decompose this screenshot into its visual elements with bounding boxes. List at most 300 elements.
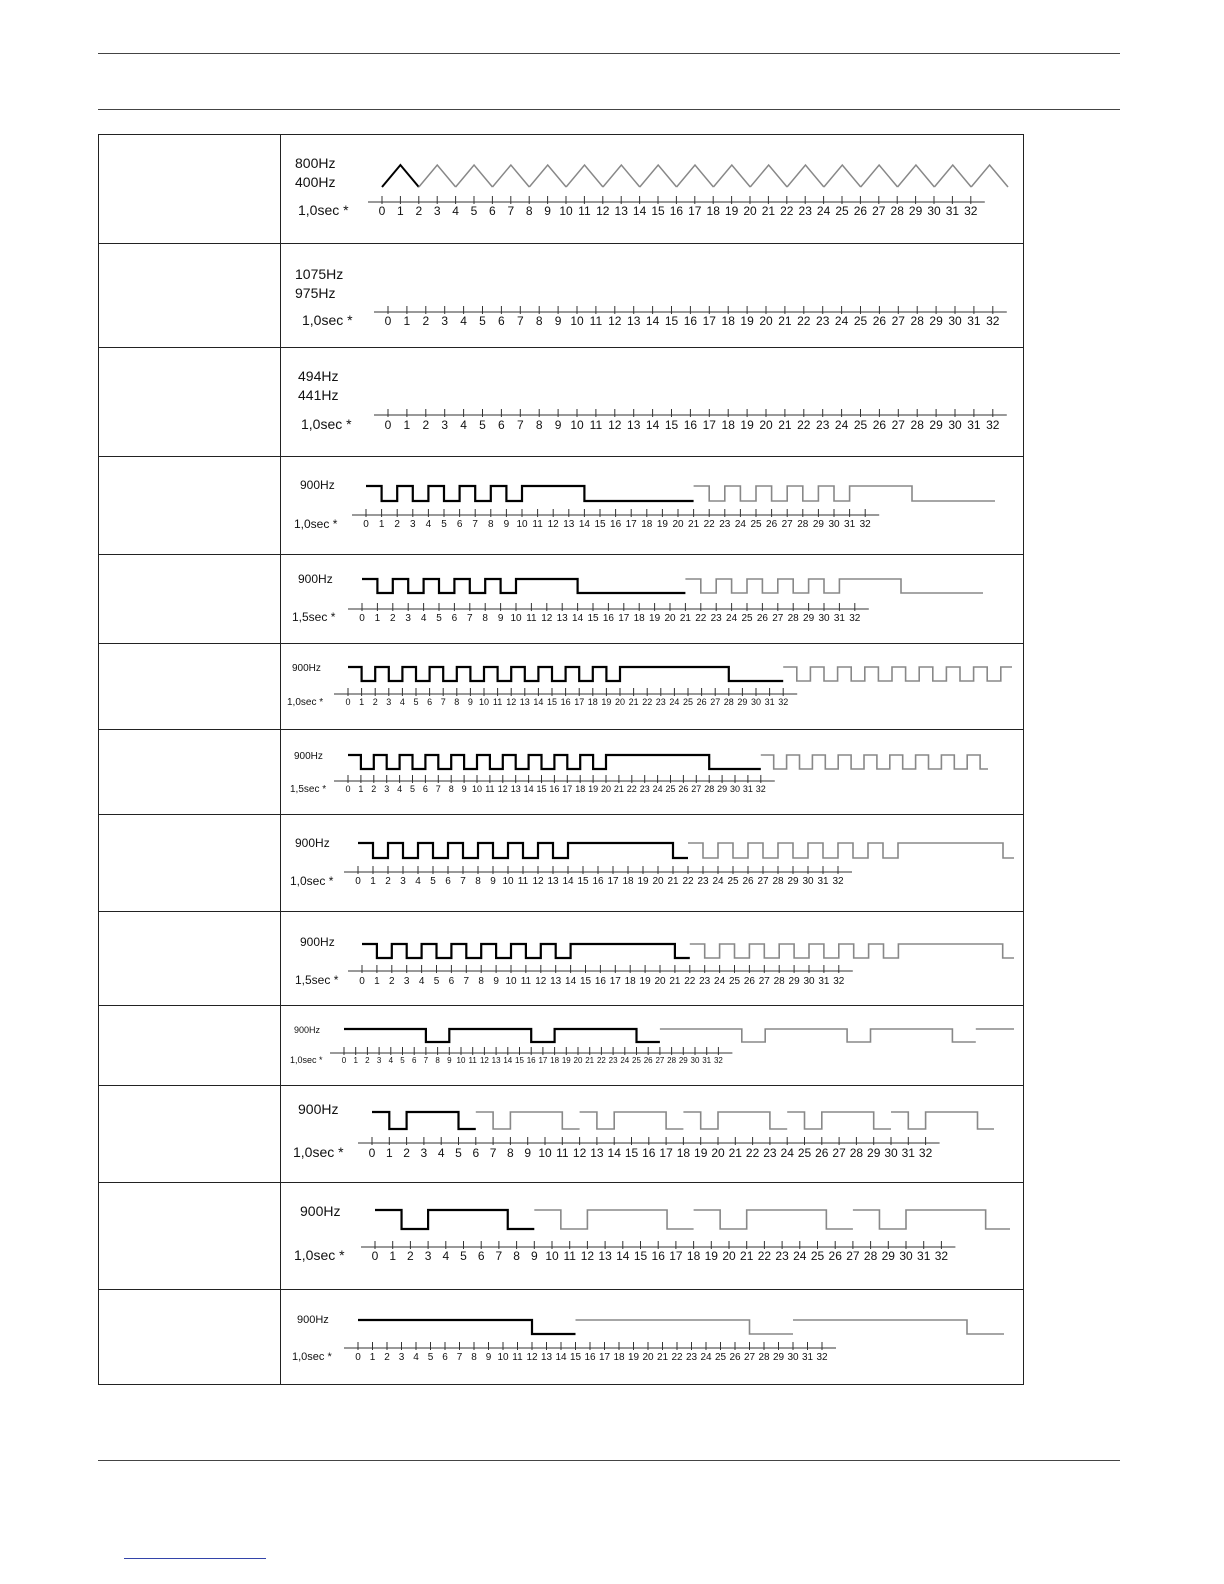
axis-tick-label: 13: [547, 876, 559, 887]
frequency-label: 494Hz: [298, 368, 339, 384]
axis-tick-label: 8: [478, 976, 484, 987]
tone-diagram-cell: [281, 1290, 1024, 1385]
axis-tick-label: 30: [787, 1352, 799, 1363]
axis-tick-label: 14: [565, 976, 577, 987]
axis-tick-label: 26: [853, 204, 868, 218]
pulse-period: [476, 1112, 580, 1129]
tone-diagram: [281, 815, 1023, 911]
pulse-period: [891, 1112, 994, 1129]
duration-label: 1,0sec *: [294, 517, 338, 531]
axis-tick-label: 22: [780, 204, 794, 218]
frequency-label: 900Hz: [298, 1101, 339, 1117]
axis-tick-label: 4: [418, 976, 425, 987]
axis-tick-label: 7: [435, 784, 441, 794]
axis-tick-label: 1: [397, 204, 404, 218]
axis-tick-label: 19: [649, 613, 661, 624]
axis-tick-label: 10: [478, 697, 490, 707]
axis-tick-label: 0: [384, 418, 392, 432]
axis-tick-label: 16: [526, 1056, 536, 1065]
axis-tick-label: 23: [710, 613, 722, 624]
axis-tick-label: 1: [369, 1352, 376, 1363]
axis-tick-label: 19: [694, 1146, 708, 1160]
axis-tick-label: 3: [376, 1056, 382, 1065]
axis-tick-label: 28: [723, 697, 734, 707]
axis-tick-label: 6: [442, 1352, 448, 1363]
axis-tick-label: 22: [703, 519, 715, 530]
axis-tick-label: 0: [359, 613, 365, 624]
axis-tick-label: 13: [550, 976, 562, 987]
axis-tick-label: 23: [608, 1056, 618, 1065]
axis-tick-label: 10: [570, 314, 584, 328]
tone-row: [99, 1006, 1024, 1086]
axis-tick-label: 12: [596, 204, 610, 218]
axis-tick-label: 14: [616, 1249, 630, 1263]
axis-tick-label: 3: [405, 613, 411, 624]
axis-tick-label: 11: [589, 418, 603, 432]
pulse-period: [683, 1112, 787, 1129]
axis-tick-label: 4: [442, 1249, 450, 1263]
axis-tick-label: 9: [497, 613, 504, 624]
axis-tick-label: 21: [778, 314, 792, 328]
wave-cycle: [382, 165, 419, 187]
axis-tick-label: 11: [492, 697, 503, 707]
pulse-period: [362, 944, 690, 958]
axis-tick-label: 4: [425, 519, 432, 530]
tone-description-cell: [99, 730, 281, 815]
axis-tick-label: 10: [516, 519, 528, 530]
frequency-label: 400Hz: [295, 174, 336, 190]
axis-tick-label: 28: [863, 1249, 878, 1263]
axis-tick-label: 9: [447, 1056, 452, 1065]
axis-tick-label: 32: [833, 976, 845, 987]
pulse-period: [787, 1112, 891, 1129]
axis-tick-label: 5: [436, 613, 442, 624]
axis-tick-label: 25: [750, 519, 762, 530]
axis-tick-label: 22: [626, 784, 637, 794]
axis-tick-label: 18: [641, 519, 653, 530]
frequency-label: 900Hz: [300, 1203, 341, 1219]
axis-tick-label: 30: [803, 976, 815, 987]
axis-tick-label: 24: [834, 418, 849, 432]
duration-label: 1,0sec *: [292, 1351, 332, 1363]
axis-tick-label: 12: [532, 876, 544, 887]
axis-tick-label: 32: [986, 314, 1000, 328]
axis-tick-label: 6: [489, 204, 496, 218]
tone-description-cell: [99, 912, 281, 1006]
axis-tick-label: 11: [589, 314, 603, 328]
axis-tick-label: 19: [601, 697, 612, 707]
tone-diagram: [281, 912, 1023, 1005]
axis-tick-label: 6: [456, 519, 463, 530]
tone-row: [99, 1086, 1024, 1183]
tone-description-cell: [99, 555, 281, 644]
axis-tick-label: 1: [374, 613, 381, 624]
frequency-label: 1075Hz: [295, 266, 344, 282]
axis-tick-label: 12: [541, 613, 553, 624]
axis-tick-label: 15: [594, 519, 606, 530]
axis-tick-label: 30: [948, 418, 962, 432]
axis-tick-label: 0: [345, 697, 351, 707]
axis-tick-label: 28: [667, 1056, 677, 1065]
axis-tick-label: 19: [704, 1249, 718, 1263]
axis-tick-label: 8: [513, 1249, 520, 1263]
tone-row: [99, 1183, 1024, 1290]
axis-tick-label: 2: [394, 519, 400, 530]
axis-tick-label: 19: [656, 519, 668, 530]
axis-tick-label: 3: [441, 314, 449, 328]
axis-tick-label: 12: [506, 697, 517, 707]
axis-tick-label: 24: [734, 519, 746, 530]
axis-tick-label: 14: [523, 784, 534, 794]
axis-tick-label: 16: [560, 697, 571, 707]
tone-diagram: [281, 135, 1023, 243]
axis-tick-label: 28: [758, 1352, 770, 1363]
axis-tick-label: 0: [371, 1249, 379, 1263]
tone-diagram: [281, 457, 1023, 554]
axis-tick-label: 20: [743, 204, 757, 218]
tone-row: [99, 244, 1024, 348]
axis-tick-label: 26: [696, 697, 707, 707]
axis-tick-label: 11: [485, 784, 495, 794]
axis-tick-label: 21: [585, 1056, 595, 1065]
axis-tick-label: 3: [386, 697, 392, 707]
axis-tick-label: 25: [797, 1146, 812, 1160]
pulse-period: [761, 755, 988, 769]
tone-diagram-cell: [281, 457, 1024, 555]
axis-tick-label: 23: [816, 418, 830, 432]
pulse-period: [348, 667, 783, 681]
axis-tick-label: 28: [787, 613, 799, 624]
wave-cycle: [787, 165, 824, 187]
tone-description-cell: [99, 1086, 281, 1183]
frequency-label: 900Hz: [300, 478, 335, 492]
axis-tick-label: 31: [702, 1056, 712, 1065]
tone-description-cell: [99, 644, 281, 730]
axis-tick-label: 31: [967, 418, 981, 432]
axis-tick-label: 7: [440, 697, 446, 707]
axis-tick-label: 9: [503, 519, 510, 530]
axis-tick-label: 3: [424, 1249, 432, 1263]
axis-tick-label: 7: [495, 1249, 503, 1263]
axis-tick-label: 2: [365, 1056, 370, 1065]
axis-tick-label: 20: [664, 613, 676, 624]
axis-tick-label: 23: [699, 976, 711, 987]
axis-tick-label: 17: [538, 1056, 548, 1065]
axis-tick-label: 19: [740, 314, 754, 328]
axis-tick-label: 20: [672, 519, 684, 530]
axis-tick-label: 28: [704, 784, 715, 794]
axis-tick-label: 20: [614, 697, 626, 707]
axis-tick-label: 6: [411, 1056, 417, 1065]
axis-tick-label: 9: [524, 1146, 532, 1160]
axis-tick-label: 25: [853, 418, 868, 432]
duration-label: 1,0sec *: [290, 1055, 323, 1065]
axis-tick-label: 15: [633, 1249, 648, 1263]
tone-diagram-cell: [281, 555, 1024, 644]
axis-tick-label: 32: [713, 1056, 723, 1065]
axis-tick-label: 29: [717, 784, 728, 794]
axis-tick-label: 5: [460, 1249, 467, 1263]
frequency-label: 441Hz: [298, 387, 339, 403]
axis-tick-label: 9: [554, 314, 562, 328]
wave-cycle: [934, 165, 971, 187]
tone-row: [99, 555, 1024, 644]
axis-tick-label: 18: [587, 697, 598, 707]
axis-tick-label: 30: [884, 1146, 898, 1160]
axis-tick-label: 7: [456, 1352, 463, 1363]
tone-description-cell: [99, 1006, 281, 1086]
axis-tick-label: 12: [572, 1146, 587, 1160]
frequency-label: 900Hz: [294, 1025, 321, 1035]
axis-tick-label: 22: [684, 976, 696, 987]
axis-tick-label: 31: [917, 1249, 931, 1263]
frequency-label: 900Hz: [300, 935, 335, 949]
axis-tick-label: 29: [929, 418, 943, 432]
wave-cycle: [456, 165, 493, 187]
axis-tick-label: 20: [759, 314, 773, 328]
axis-tick-label: 23: [798, 204, 812, 218]
tone-row: [99, 730, 1024, 815]
axis-tick-label: 4: [388, 1056, 394, 1065]
axis-tick-label: 32: [755, 784, 766, 794]
axis-tick-label: 27: [743, 1352, 756, 1363]
pulse-period: [694, 1210, 853, 1229]
axis-tick-label: 8: [535, 418, 543, 432]
axis-tick-label: 22: [695, 613, 707, 624]
axis-tick-label: 1: [403, 418, 411, 432]
tone-description-cell: [99, 1290, 281, 1385]
duration-label: 1,0sec *: [302, 312, 353, 328]
frequency-label: 900Hz: [298, 572, 333, 586]
axis-tick-label: 13: [627, 314, 641, 328]
axis-tick-label: 22: [596, 1056, 606, 1065]
axis-tick-label: 2: [389, 976, 395, 987]
pulse-period: [690, 944, 1014, 958]
axis-tick-label: 15: [546, 697, 558, 707]
axis-tick-label: 24: [780, 1146, 794, 1160]
axis-tick-label: 30: [750, 697, 762, 707]
axis-tick-label: 12: [608, 314, 622, 328]
axis-tick-label: 8: [535, 314, 543, 328]
axis-tick-label: 13: [598, 1249, 612, 1263]
axis-tick-label: 13: [627, 418, 641, 432]
duration-label: 1,5sec *: [292, 610, 336, 624]
axis-tick-label: 2: [390, 613, 396, 624]
axis-tick-label: 14: [645, 314, 660, 328]
axis-tick-label: 16: [642, 1146, 656, 1160]
axis-tick-label: 3: [403, 976, 410, 987]
axis-tick-label: 20: [711, 1146, 725, 1160]
axis-tick-label: 16: [602, 613, 614, 624]
axis-tick-label: 23: [655, 697, 666, 707]
axis-tick-label: 23: [816, 314, 830, 328]
tone-diagram-cell: [281, 644, 1024, 730]
duration-label: 1,0sec *: [301, 416, 352, 432]
axis-tick-label: 23: [685, 1352, 698, 1363]
axis-tick-label: 19: [639, 976, 651, 987]
axis-tick-label: 11: [512, 1352, 523, 1363]
axis-tick-label: 29: [788, 976, 800, 987]
axis-tick-label: 25: [728, 976, 741, 987]
wave-cycle: [824, 165, 861, 187]
axis-tick-label: 29: [908, 204, 923, 218]
axis-tick-label: 17: [625, 519, 637, 530]
axis-tick-label: 28: [910, 418, 924, 432]
axis-tick-label: 5: [455, 1146, 462, 1160]
pulse-period: [362, 579, 685, 593]
axis-tick-label: 29: [867, 1146, 881, 1160]
axis-tick-label: 32: [859, 519, 871, 530]
axis-tick-label: 1: [403, 314, 411, 328]
axis-tick-label: 16: [683, 314, 698, 328]
axis-tick-label: 18: [575, 784, 586, 794]
axis-tick-label: 14: [572, 613, 584, 624]
axis-tick-label: 28: [772, 876, 784, 887]
axis-tick-label: 23: [639, 784, 650, 794]
axis-tick-label: 5: [400, 1056, 405, 1065]
axis-tick-label: 31: [818, 976, 830, 987]
axis-tick-label: 31: [967, 314, 981, 328]
pulse-period: [344, 1029, 660, 1042]
axis-tick-label: 17: [618, 613, 630, 624]
duration-label: 1,5sec *: [290, 784, 327, 795]
axis-tick-label: 24: [834, 314, 849, 328]
axis-tick-label: 23: [697, 876, 709, 887]
axis-tick-label: 28: [890, 204, 904, 218]
pulse-period: [580, 1112, 684, 1129]
footer-rule: [98, 1460, 1120, 1461]
axis-tick-label: 19: [740, 418, 754, 432]
axis-tick-label: 10: [505, 976, 517, 987]
axis-tick-label: 15: [664, 314, 679, 328]
axis-tick-label: 5: [409, 784, 416, 794]
axis-tick-label: 4: [415, 876, 421, 887]
axis-tick-label: 8: [525, 204, 533, 218]
axis-tick-label: 21: [656, 1352, 669, 1363]
axis-tick-label: 26: [756, 613, 768, 624]
axis-tick-label: 1: [358, 784, 364, 794]
axis-tick-label: 26: [872, 314, 887, 328]
axis-tick-label: 21: [613, 784, 624, 794]
axis-tick-label: 30: [818, 613, 830, 624]
axis-tick-label: 16: [594, 976, 606, 987]
axis-tick-label: 11: [532, 519, 543, 530]
wave-cycle: [677, 165, 714, 187]
axis-tick-label: 13: [563, 519, 575, 530]
axis-tick-label: 18: [706, 204, 720, 218]
axis-tick-label: 0: [378, 204, 386, 218]
tone-diagram: [281, 555, 1023, 643]
axis-tick-label: 10: [538, 1146, 552, 1160]
axis-tick-label: 3: [410, 519, 416, 530]
axis-tick-label: 32: [849, 613, 861, 624]
wave-cycle: [898, 165, 935, 187]
axis-tick-label: 16: [549, 784, 560, 794]
axis-tick-label: 12: [526, 1352, 538, 1363]
axis-tick-label: 31: [742, 784, 753, 794]
wave-cycle: [492, 165, 529, 187]
axis-tick-label: 20: [652, 876, 664, 887]
axis-tick-label: 3: [433, 204, 441, 218]
axis-tick-label: 17: [702, 314, 716, 328]
axis-tick-label: 5: [427, 1352, 434, 1363]
tone-description-cell: [99, 135, 281, 244]
axis-tick-label: 17: [659, 1146, 673, 1160]
axis-tick-label: 20: [759, 418, 773, 432]
axis-tick-label: 18: [721, 314, 735, 328]
axis-tick-label: 5: [430, 876, 436, 887]
tone-diagram-cell: [281, 348, 1024, 457]
axis-tick-label: 9: [530, 1249, 538, 1263]
axis-tick-label: 10: [510, 613, 522, 624]
pulse-period: [375, 1210, 534, 1229]
axis-tick-label: 2: [372, 697, 378, 707]
axis-tick-label: 23: [719, 519, 731, 530]
tone-description-cell: [99, 244, 281, 348]
axis-tick-label: 25: [741, 613, 753, 624]
axis-tick-label: 20: [722, 1249, 736, 1263]
pulse-period: [372, 1112, 476, 1129]
axis-tick-label: 24: [793, 1249, 807, 1263]
axis-tick-label: 1: [389, 1249, 397, 1263]
axis-tick-label: 11: [520, 976, 532, 987]
axis-tick-label: 31: [764, 697, 775, 707]
axis-tick-label: 30: [802, 876, 814, 887]
axis-tick-label: 27: [891, 418, 905, 432]
tone-row: [99, 1290, 1024, 1385]
axis-tick-label: 17: [562, 784, 573, 794]
axis-tick-label: 19: [724, 204, 739, 218]
axis-tick-label: 21: [679, 613, 691, 624]
axis-tick-label: 24: [726, 613, 738, 624]
axis-tick-label: 12: [608, 418, 622, 432]
pulse-period: [685, 579, 983, 593]
axis-tick-label: 19: [637, 876, 649, 887]
axis-tick-label: 16: [651, 1249, 665, 1263]
tone-diagram-cell: [281, 244, 1024, 348]
axis-tick-label: 23: [763, 1146, 777, 1160]
axis-tick-label: 1: [374, 976, 380, 987]
axis-tick-label: 26: [678, 784, 689, 794]
axis-tick-label: 26: [828, 1249, 842, 1263]
pulse-period: [576, 1320, 794, 1334]
axis-tick-label: 32: [934, 1249, 949, 1263]
axis-tick-label: 31: [817, 876, 829, 887]
axis-tick-label: 2: [403, 1146, 410, 1160]
axis-tick-label: 27: [710, 697, 721, 707]
tone-description-cell: [99, 457, 281, 555]
axis-tick-label: 18: [676, 1146, 691, 1160]
axis-tick-label: 19: [627, 1352, 640, 1363]
axis-tick-label: 10: [545, 1249, 559, 1263]
axis-tick-label: 30: [828, 519, 840, 530]
pulse-period: [358, 1320, 576, 1334]
axis-tick-label: 25: [682, 697, 694, 707]
axis-tick-label: 29: [772, 1352, 785, 1363]
frequency-label: 900Hz: [294, 751, 323, 762]
axis-tick-label: 20: [573, 1056, 583, 1065]
axis-tick-label: 4: [413, 1352, 419, 1363]
axis-tick-label: 13: [510, 784, 521, 794]
axis-tick-label: 29: [678, 1056, 688, 1065]
axis-tick-label: 19: [561, 1056, 571, 1065]
axis-tick-label: 1: [378, 519, 385, 530]
axis-tick-label: 8: [454, 697, 460, 707]
axis-tick-label: 5: [470, 204, 478, 218]
axis-tick-label: 6: [445, 876, 451, 887]
axis-tick-label: 21: [740, 1249, 754, 1263]
axis-tick-label: 13: [556, 613, 568, 624]
